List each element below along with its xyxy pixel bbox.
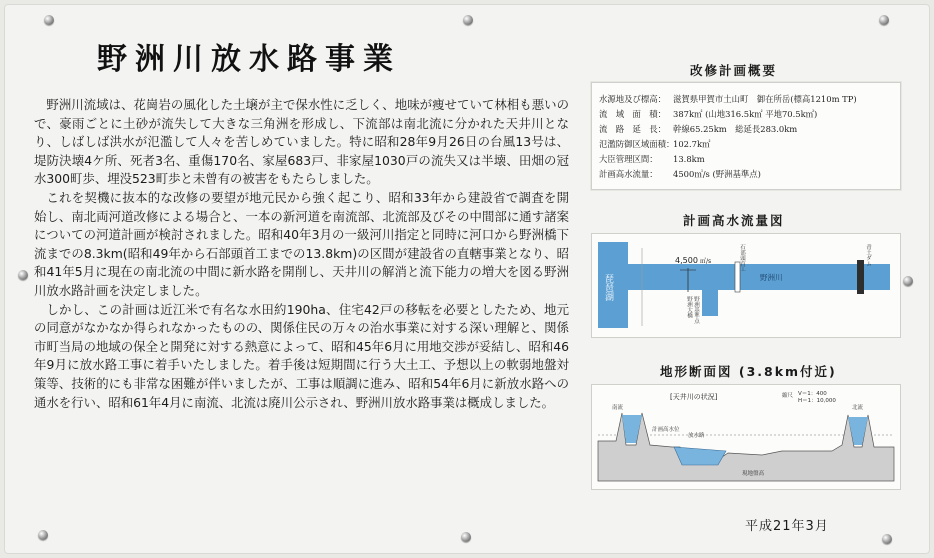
bolt-icon <box>44 15 54 25</box>
overview-row: 水源地及び標高： 滋賀県甲賀市土山町 御在所岳(標高1210m TP) <box>599 94 857 104</box>
cross-section-diagram <box>591 384 901 490</box>
overview-row: 大臣管理区間： 13.8km <box>599 154 705 164</box>
overview-row: 流 路 延 長： 幹線65.25km 総延長283.0km <box>599 124 798 134</box>
bolt-icon <box>463 15 473 25</box>
scale-horizontal: H＝1：10,000 <box>798 398 836 404</box>
design-water-level-label: 計画高水位 <box>652 427 680 433</box>
river-channel <box>628 264 890 290</box>
overview-heading: 改修計画概要 <box>690 63 778 78</box>
paragraph: しかし、この計画は近江米で有名な水田約190ha、住宅42戸の移転を必要としたため、地元の同意がなかなか得られなかったものの、関係住民の万々の治水事業に対する深い理解と、関係市町当局の地域の保全と開発に対する熱意によって、昭和45年6月に用地交渉が妥結し、昭和46年9月に放水路工事に着手いたしました。着手後は短期間に行う大土工、予想以上の軟弱地盤対策等、技術的にも非常な困難が伴いましたが、工事は順調に進み、昭和54年6月に新放水路への通水を行い、昭和61年4月に南流、北流は廃川公示され、野洲川放水路事業は概成しました。 <box>34 301 569 410</box>
flow-heading: 計画高水流量図 <box>683 213 785 228</box>
overview-row: 氾濫防御区域面積：102.7k㎡ <box>599 139 711 149</box>
flow-value: 4,500 <box>675 256 698 265</box>
bolt-icon <box>461 532 471 542</box>
ground-level-label: 現地盤高 <box>742 471 765 477</box>
section-heading: 地形断面図 (3.8km付近) <box>660 364 837 379</box>
bolt-icon <box>38 530 48 540</box>
dam-label: 青土ダム <box>865 244 871 266</box>
scale-label: 縮尺 <box>782 393 794 399</box>
south-river-label: 南流 <box>612 405 624 411</box>
floodway-label: 放水路 <box>688 433 705 439</box>
weir-label: 石部頭首工 <box>739 244 745 272</box>
paragraph: これを契機に抜本的な改修の要望が地元民から強く起こり、昭和33年から建設省で調査を開始し、南北両河道改修による場合と、一本の新河道を南流部、北流部及びその中間部に通す諸案についての河道計画が検討されました。昭和40年3月の一級河川指定と同時に河口から野洲橋下流までの8.3km(昭和49年から石部頭首工までの13.8km)の区間が建設省の直轄事業となり、昭和41年5月に現在の南北流の中間に新水路を開削し、天井川の解消と流下能力の増大を図る野洲川放水路計画を決定しました。 <box>34 189 569 298</box>
paragraph: 野洲川流域は、花崗岩の風化した土壌が主で保水性に乏しく、地味が痩せていて林相も悪いので、豪雨ごとに土砂が流失して大きな三角洲を形成し、下流部は南北流に分かれた天井川となり、しばしば洪水が氾濫して人々を苦しめていました。特に昭和28年9月26日の台風13号は、堤防決壊4ケ所、死者3名、重傷170名、家屋683戸、非家屋1030戸の流失又は半壊、田畑の冠水300町歩、埋没523町歩と未曾有の被害をもたらしました。 <box>34 97 569 187</box>
body-text <box>34 96 569 412</box>
overview-table <box>591 82 901 190</box>
reference-point-label: 野洲基準点 <box>693 296 699 324</box>
cross-section-svg <box>592 385 900 489</box>
scale-vertical: V＝1：400 <box>798 391 827 397</box>
bolt-icon <box>18 270 28 280</box>
floodway-water <box>674 447 726 465</box>
bolt-icon <box>882 534 892 544</box>
north-river-label: 北流 <box>852 405 864 411</box>
overview-row: 計画高水流量： 4500㎥/s (野洲基準点) <box>599 169 761 179</box>
date-label: 平成21年3月 <box>745 519 829 534</box>
bolt-icon <box>879 15 889 25</box>
bridge-label: 野洲大橋 <box>686 296 692 318</box>
sign-title: 野洲川放水路事業 <box>97 42 401 77</box>
dam-icon <box>857 260 864 294</box>
section-caption: [天井川の状況] <box>670 393 718 401</box>
bolt-icon <box>903 276 913 286</box>
flow-diagram-svg <box>592 234 900 337</box>
river-label: 野洲川 <box>760 273 783 282</box>
flow-diagram <box>591 233 901 338</box>
lake-label: 琵琶湖 <box>603 274 613 301</box>
river-branch <box>702 290 718 316</box>
flow-unit: ㎥/s <box>700 258 712 265</box>
overview-row: 流 域 面 積： 387k㎡ (山地316.5k㎡ 平地70.5k㎡) <box>599 109 818 119</box>
